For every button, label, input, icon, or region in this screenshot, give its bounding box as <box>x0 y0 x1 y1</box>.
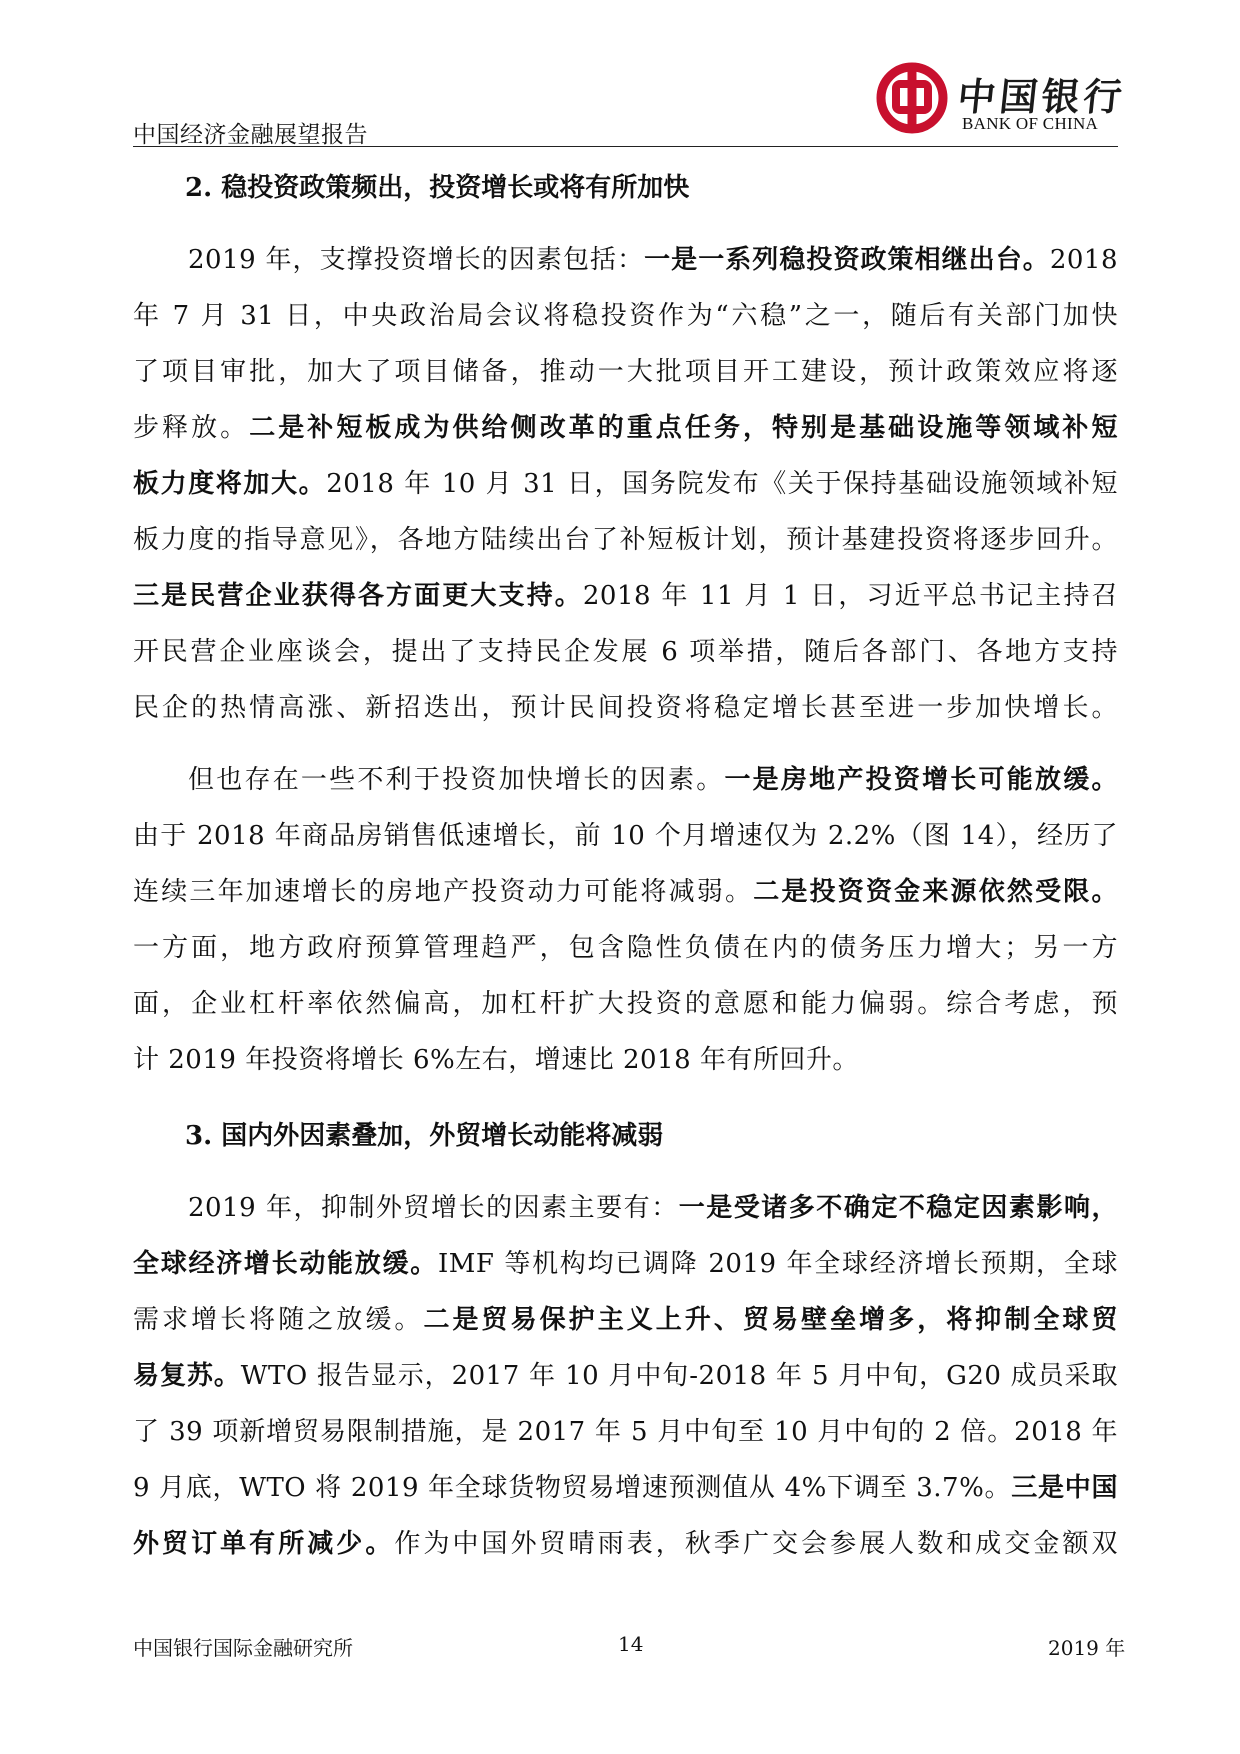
text-line <box>133 1516 1118 1572</box>
text-line <box>133 624 1118 680</box>
footer-institute: 中国银行国际金融研究所 <box>133 1636 353 1660</box>
body-text: 民企的热情高涨、新招迭出，预计民间投资将稳定增长甚至进一步加快增长。 <box>133 693 1118 723</box>
main-content <box>133 160 1118 1572</box>
text-line <box>133 808 1118 864</box>
emphasis-text: 一是房地产投资增长可能放缓。 <box>724 765 1118 795</box>
emphasis-text: 一是受诸多不确定不稳定因素影响， <box>678 1193 1118 1223</box>
body-text: 2018 <box>1049 245 1118 275</box>
body-text: 板力度的指导意见》，各地方陆续出台了补短板计划，预计基建投资将逐步回升。 <box>133 525 1118 555</box>
emphasis-text: 一是一系列稳投资政策相继出台。 <box>644 245 1050 275</box>
paragraph <box>133 1180 1118 1572</box>
text-line <box>133 1236 1118 1292</box>
body-text: 9 月底，WTO 将 2019 年全球货物贸易增速预测值从 4%下调至 3.7%。 <box>133 1473 1012 1503</box>
emphasis-text: 二是补短板成为供给侧改革的重点任务，特别是基础设施等领域补短 <box>249 413 1118 443</box>
body-text: IMF 等机构均已调降 2019 年全球经济增长预期，全球 <box>437 1249 1118 1279</box>
footer-year: 2019 年 <box>1048 1636 1126 1660</box>
emphasis-text: 全球经济增长动能放缓。 <box>133 1249 438 1279</box>
body-text: 但也存在一些不利于投资加快增长的因素。 <box>188 765 725 795</box>
text-line <box>133 752 1118 808</box>
body-text: 2018 年 10 月 31 日，国务院发布《关于保持基础设施领域补短 <box>326 469 1118 499</box>
page-number: 14 <box>618 1632 644 1656</box>
body-text: 一方面，地方政府预算管理趋严，包含隐性负债在内的债务压力增大；另一方 <box>133 933 1118 963</box>
text-line <box>133 1292 1118 1348</box>
text-line <box>133 232 1118 288</box>
body-text: 2019 年，支撑投资增长的因素包括： <box>188 245 645 275</box>
body-text: 由于 2018 年商品房销售低速增长，前 10 个月增速仅为 2.2%（图 14），经历了 <box>133 821 1118 851</box>
body-text: 了项目审批，加大了项目储备，推动一大批项目开工建设，预计政策效应将逐 <box>133 357 1118 387</box>
section-heading-trade: 3. 国内外因素叠加，外贸增长动能将减弱 <box>185 1121 664 1151</box>
body-text: 2019 年，抑制外贸增长的因素主要有： <box>188 1193 679 1223</box>
body-text: 需求增长将随之放缓。 <box>133 1305 424 1335</box>
body-text: 2018 年 11 月 1 日，习近平总书记主持召 <box>582 581 1118 611</box>
body-text: 计 2019 年投资将增长 6%左右，增速比 2018 年有所回升。 <box>133 1045 859 1075</box>
emphasis-text: 二是贸易保护主义上升、贸易壁垒增多，将抑制全球贸 <box>423 1305 1118 1335</box>
body-text: 面，企业杠杆率依然偏高，加杠杆扩大投资的意愿和能力偏弱。综合考虑，预 <box>133 989 1118 1019</box>
paragraph <box>133 752 1118 1088</box>
emphasis-text: 三是中国 <box>1011 1473 1118 1503</box>
logo-chinese-name: 中国银行 <box>955 74 1129 119</box>
text-line <box>133 288 1118 344</box>
emphasis-text: 外贸订单有所减少。 <box>133 1529 395 1559</box>
body-text: 步释放。 <box>133 413 250 443</box>
section-heading-investment: 2. 稳投资政策频出，投资增长或将有所加快 <box>185 173 690 203</box>
text-line <box>133 344 1118 400</box>
body-text: 了 39 项新增贸易限制措施，是 2017 年 5 月中旬至 10 月中旬的 2 倍。2018 年 <box>133 1417 1118 1447</box>
text-line <box>133 920 1118 976</box>
text-line <box>133 976 1118 1032</box>
paragraph <box>133 232 1118 736</box>
text-line <box>133 864 1118 920</box>
emphasis-text: 板力度将加大。 <box>133 469 327 499</box>
body-text: WTO 报告显示，2017 年 10 月中旬-2018 年 5 月中旬，G20 成员采取 <box>240 1361 1118 1391</box>
text-line <box>133 1180 1118 1236</box>
text-line <box>133 456 1118 512</box>
body-text: 年 7 月 31 日，中央政治局会议将稳投资作为“六稳”之一，随后有关部门加快 <box>133 301 1118 331</box>
bank-of-china-logo-icon <box>876 62 948 134</box>
text-line <box>133 1032 1118 1088</box>
header-divider <box>133 146 1118 147</box>
report-title: 中国经济金融展望报告 <box>133 122 368 148</box>
text-line <box>133 568 1118 624</box>
body-text: 连续三年加速增长的房地产投资动力可能将减弱。 <box>133 877 754 907</box>
emphasis-text: 二是投资资金来源依然受限。 <box>753 877 1118 907</box>
text-line <box>133 1348 1118 1404</box>
text-line <box>133 512 1118 568</box>
text-line <box>133 400 1118 456</box>
text-line <box>133 1460 1118 1516</box>
text-line <box>133 680 1118 736</box>
bank-logo <box>876 60 1129 142</box>
emphasis-text: 三是民营企业获得各方面更大支持。 <box>133 581 583 611</box>
emphasis-text: 易复苏。 <box>133 1361 241 1391</box>
logo-english-name: BANK OF CHINA <box>962 114 1099 133</box>
text-line <box>133 1404 1118 1460</box>
body-text: 作为中国外贸晴雨表，秋季广交会参展人数和成交金额双 <box>394 1529 1118 1559</box>
body-text: 开民营企业座谈会，提出了支持民企发展 6 项举措，随后各部门、各地方支持 <box>133 637 1118 667</box>
